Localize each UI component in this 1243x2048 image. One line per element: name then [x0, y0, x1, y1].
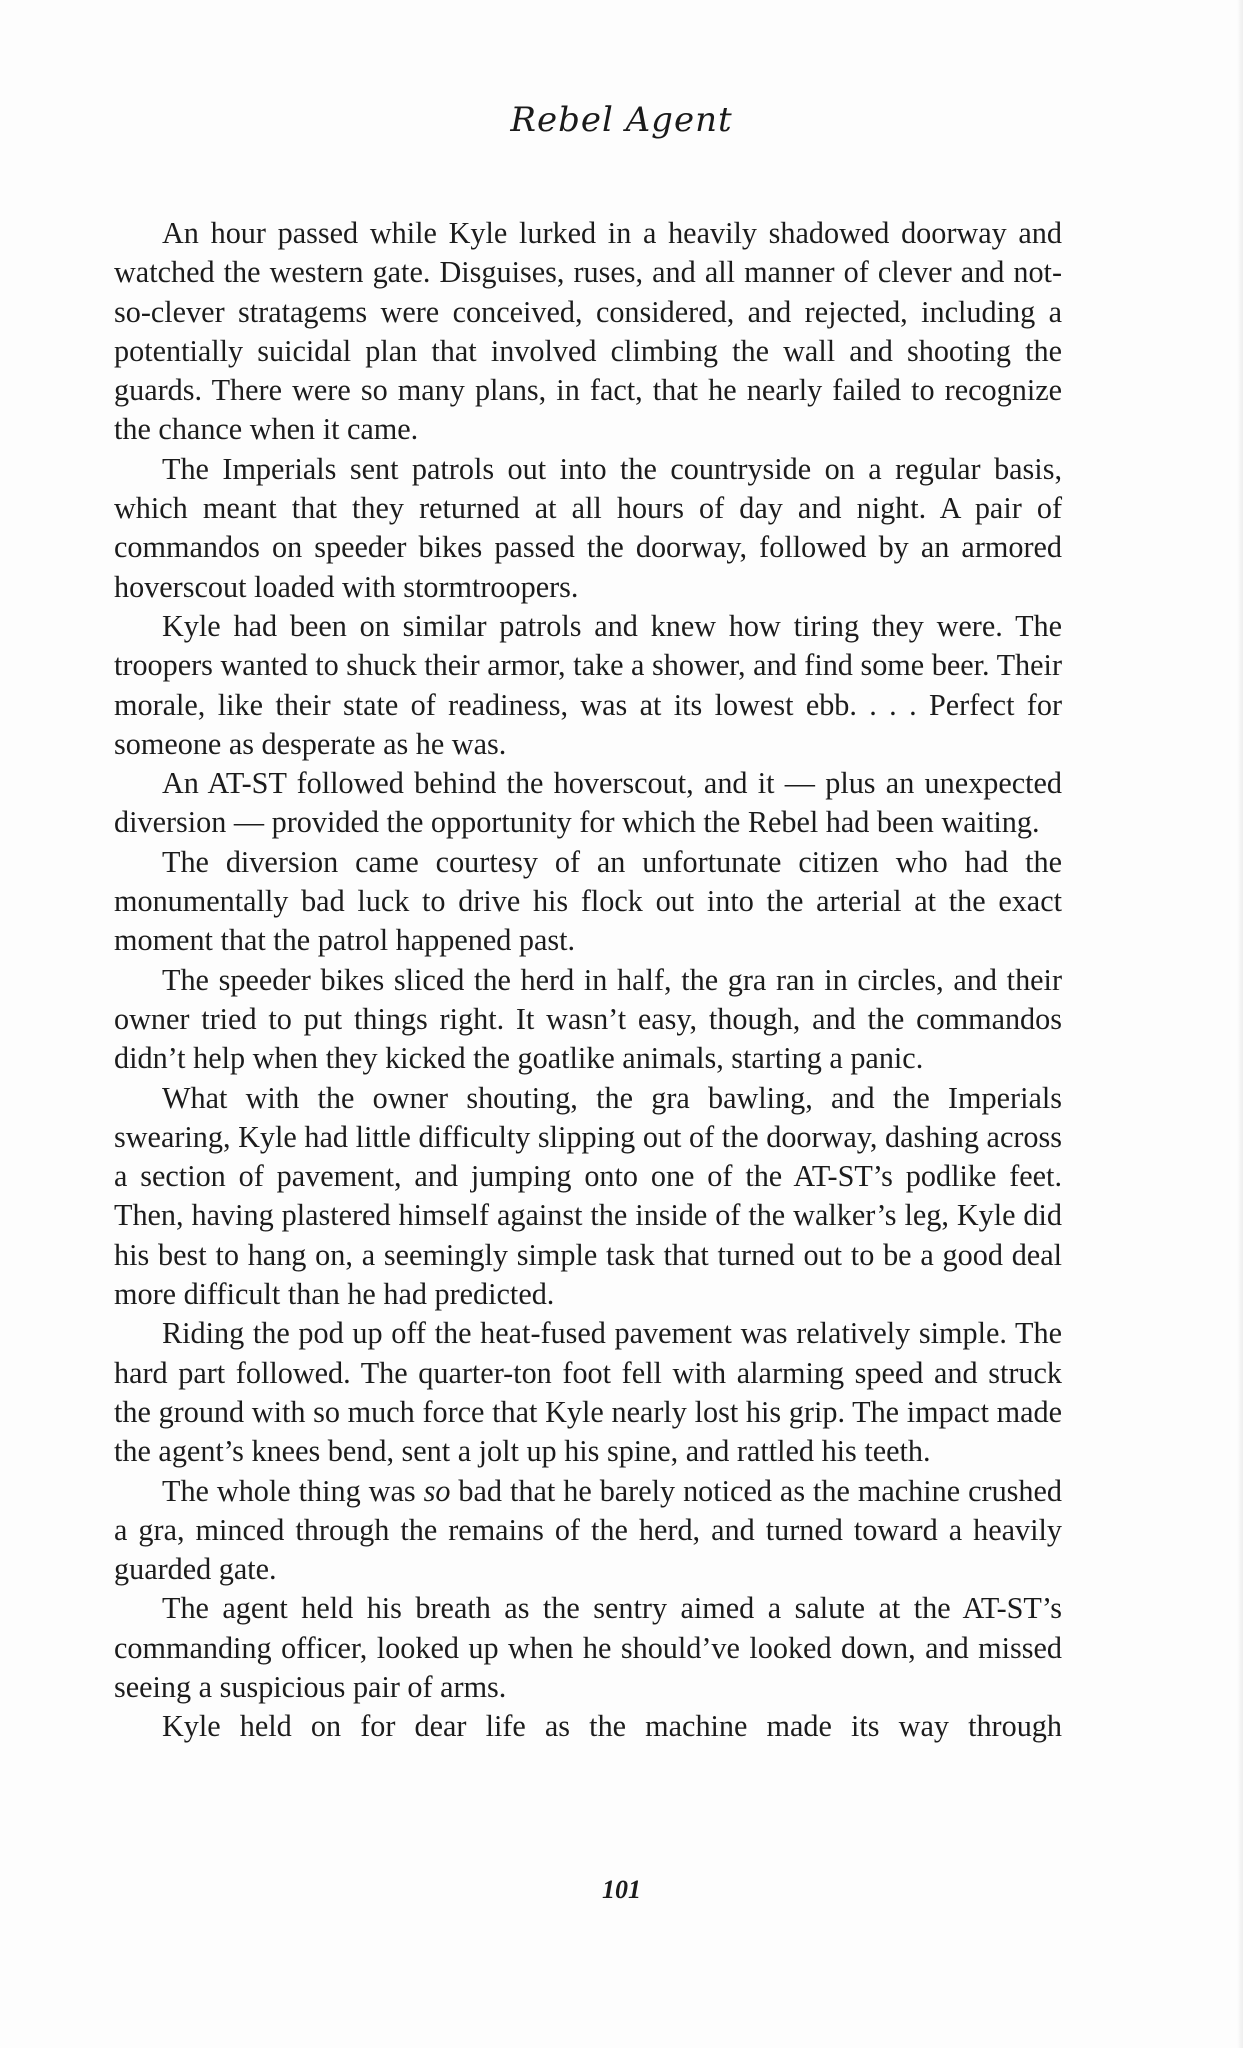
paragraph-last: Kyle held on for dear life as the machine made its way through [162, 1709, 1062, 1744]
paragraph: The diversion came courtesy of an unfortunate citizen who had the monumentally bad luck to drive his flock out into the arterial at the exact moment that the patrol happened past. [114, 844, 1062, 958]
paragraph: Riding the pod up off the heat-fused pavement was relatively simple. The hard part followed. The quarter-ton foot fell with alarming speed and struck the ground with so much force that Kyle nearly lost his grip. The impact made the agent’s knees bend, sent a jolt up his spine, and rattled his teeth. [114, 1316, 1062, 1469]
paragraph: The whole thing was so bad that he barely noticed as the machine crushed a gra, minced through the remains of the herd, and turned toward a heavily guarded gate. [114, 1473, 1062, 1587]
paragraph: An AT-ST followed behind the hoverscout, and it — plus an unexpected diversion — provided the opportunity for which the Rebel had been waiting. [114, 766, 1062, 840]
running-head: Rebel Agent [510, 100, 733, 140]
paragraph: The agent held his breath as the sentry aimed a salute at the AT-ST’s commanding officer, looked up when he should’ve looked down, and missed seeing a suspicious pair of arms. [114, 1591, 1062, 1704]
page-edge-shadow [1237, 0, 1243, 2048]
paragraph: The speeder bikes sliced the herd in half, the gra ran in circles, and their owner tried to put things right. It wasn’t easy, though, and the commandos didn’t help when they kicked the goatlike animals, starting a panic. [114, 962, 1062, 1076]
paragraph: The Imperials sent patrols out into the countryside on a regular basis, which meant that they returned at all hours of day and night. A pair of commandos on speeder bikes passed the doorway, followed by an armored hoverscout loaded with stormtroopers. [114, 451, 1062, 604]
body-text [114, 214, 1062, 1747]
paragraph: Kyle had been on similar patrols and knew how tiring they were. The troopers wanted to shuck their armor, take a shower, and find some beer. Their morale, like their state of readiness, was at its lowest ebb. . . . Perfect for someone as desperate as he was. [114, 608, 1062, 761]
page-number: 101 [602, 1875, 641, 1904]
paragraph: An hour passed while Kyle lurked in a heavily shadowed doorway and watched the western gate. Disguises, ruses, and all manner of clever and not-so-clever stratagems were conceived, considered, and rejected, including a potentially suicidal plan that involved climbing the wall and shooting the guards. There were so many plans, in fact, that he nearly failed to recognize the chance when it came. [114, 216, 1062, 447]
emphasis: so [423, 1473, 451, 1508]
paragraph: What with the owner shouting, the gra bawling, and the Imperials swearing, Kyle had little difficulty slipping out of the doorway, dashing across a section of pavement, and jumping onto one of the AT-ST’s podlike feet. Then, having plastered himself against the inside of the walker’s leg, Kyle did his best to hang on, a seemingly simple task that turned out to be a good deal more difficult than he had predicted. [114, 1080, 1062, 1312]
